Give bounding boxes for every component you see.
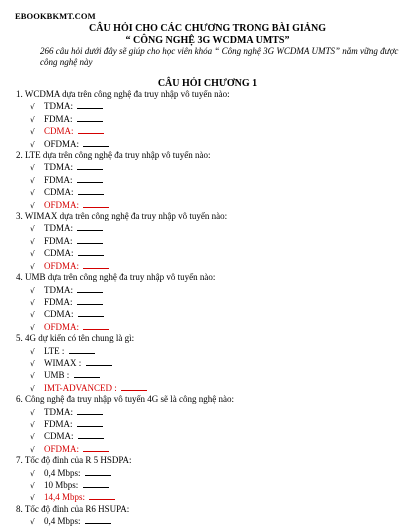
question-list [16, 89, 411, 528]
answer-option-label: OFDMA: [44, 321, 82, 332]
answer-option-label: FDMA: [44, 174, 75, 185]
answer-option [16, 260, 411, 272]
answer-blank [77, 161, 103, 170]
answer-option [16, 418, 411, 430]
answer-option-label: FDMA: [44, 296, 75, 307]
answer-option [16, 479, 411, 491]
answer-option [16, 308, 411, 320]
checkmark-icon: √ [30, 236, 35, 246]
answer-option [16, 247, 411, 259]
answer-option-label: TDMA: [44, 284, 76, 295]
checkmark-icon: √ [30, 444, 35, 454]
answer-option-label: FDMA: [44, 418, 75, 429]
answer-option [16, 491, 411, 503]
answer-blank [78, 430, 104, 439]
checkmark-icon: √ [30, 285, 35, 295]
answer-option-label: 14,4 Mbps: [44, 492, 88, 503]
answer-option-label: 10 Mbps: [44, 480, 81, 490]
question-5: 5. 4G dự kiến có tên chung là gì: [16, 333, 135, 344]
answer-option-label: FDMA: [44, 113, 75, 124]
answer-option-label: CDMA: [44, 126, 76, 137]
site-watermark: EBOOKBKMT.COM [15, 11, 96, 21]
checkmark-icon: √ [30, 346, 35, 356]
answer-blank [74, 369, 100, 378]
answer-blank [78, 186, 104, 195]
answer-option-label: LTE : [44, 345, 67, 356]
checkmark-icon: √ [30, 188, 35, 198]
answer-blank [78, 125, 104, 134]
question-2: 2. LTE dựa trên công nghệ đa truy nhập vô tuyến nào: [16, 150, 211, 161]
checkmark-icon: √ [30, 297, 35, 307]
answer-blank [77, 296, 103, 305]
checkmark-icon: √ [30, 310, 35, 320]
answer-option-label: UMB : [44, 370, 72, 381]
answer-blank [77, 174, 103, 183]
checkmark-icon: √ [30, 407, 35, 417]
answer-blank [83, 443, 109, 452]
checkmark-icon: √ [30, 517, 35, 527]
answer-blank [77, 406, 103, 415]
question-8: 8. Tốc độ đỉnh của R6 HSUPA: [16, 503, 130, 514]
answer-option [16, 125, 411, 137]
checkmark-icon: √ [30, 481, 35, 490]
answer-option [16, 357, 411, 369]
checkmark-icon: √ [30, 261, 35, 271]
answer-option-label: TDMA: [44, 406, 76, 417]
answer-blank [89, 491, 115, 500]
answer-option-label: OFDMA: [44, 443, 82, 454]
intro-paragraph: 266 câu hỏi dưới đây sẽ giúp cho học viên khóa “ Công nghệ 3G WCDMA UMTS” nắm vững được công nghệ này [40, 46, 399, 67]
answer-option-label: CDMA: [44, 431, 76, 442]
answer-option [16, 443, 411, 455]
chapter-heading: CÂU HỎI CHƯƠNG 1 [157, 78, 258, 89]
answer-option [16, 430, 411, 442]
answer-option-label: TDMA: [44, 162, 76, 173]
checkmark-icon: √ [30, 322, 35, 332]
answer-option-label: TDMA: [44, 101, 76, 112]
answer-option [16, 138, 411, 150]
answer-blank [86, 357, 112, 366]
answer-option [16, 174, 411, 186]
checkmark-icon: √ [30, 468, 35, 478]
answer-blank [85, 467, 111, 476]
answer-option [16, 382, 411, 394]
answer-option [16, 100, 411, 112]
answer-blank [77, 113, 103, 122]
question-3: 3. WIMAX dựa trên công nghệ đa truy nhập vô tuyến nào: [16, 211, 228, 222]
answer-option-label: IMT-ADVANCED : [44, 382, 120, 393]
document-title: CÂU HỎI CHO CÁC CHƯƠNG TRONG BÀI GIẢNG [89, 23, 326, 34]
checkmark-icon: √ [30, 163, 35, 173]
answer-option-label: 0,4 Mbps: [44, 516, 83, 527]
checkmark-icon: √ [30, 419, 35, 429]
answer-option-label: CDMA: [44, 187, 76, 198]
question-6: 6. Công nghệ đa truy nhập vô tuyến 4G sẽ là công nghệ nào: [16, 394, 234, 405]
checkmark-icon: √ [30, 200, 35, 210]
checkmark-icon: √ [30, 175, 35, 185]
answer-option [16, 296, 411, 308]
question-4: 4. UMB dựa trên công nghệ đa truy nhập vô tuyến nào: [16, 272, 216, 283]
answer-option-label: 0,4 Mbps: [44, 467, 83, 478]
checkmark-icon: √ [30, 114, 35, 124]
answer-blank [83, 260, 109, 269]
answer-option [16, 284, 411, 296]
question-7: 7. Tốc độ đỉnh của R 5 HSDPA: [16, 455, 132, 466]
answer-option-label: OFDMA: [44, 138, 82, 149]
answer-option [16, 321, 411, 333]
answer-option [16, 235, 411, 247]
answer-blank [77, 235, 103, 244]
checkmark-icon: √ [30, 127, 35, 137]
checkmark-icon: √ [30, 371, 35, 381]
answer-option [16, 186, 411, 198]
answer-option [16, 113, 411, 125]
answer-blank [77, 222, 103, 231]
answer-option-label: OFDMA: [44, 260, 82, 271]
checkmark-icon: √ [30, 224, 35, 234]
checkmark-icon: √ [30, 102, 35, 112]
answer-blank [78, 247, 104, 256]
answer-blank [77, 418, 103, 427]
answer-option [16, 199, 411, 211]
answer-blank [77, 284, 103, 293]
answer-option-label: WIMAX : [44, 357, 84, 368]
answer-option [16, 515, 411, 527]
checkmark-icon: √ [30, 432, 35, 442]
checkmark-icon: √ [30, 383, 35, 393]
answer-option-label: CDMA: [44, 248, 76, 259]
question-1: 1. WCDMA dựa trên công nghệ đa truy nhập vô tuyến nào: [16, 89, 230, 99]
answer-blank [85, 515, 111, 524]
answer-blank [78, 308, 104, 317]
answer-option-label: CDMA: [44, 309, 76, 320]
answer-option [16, 369, 411, 381]
answer-option-label: TDMA: [44, 223, 76, 234]
answer-option [16, 161, 411, 173]
checkmark-icon: √ [30, 493, 35, 503]
answer-blank [83, 479, 109, 488]
answer-option [16, 345, 411, 357]
answer-option [16, 406, 411, 418]
checkmark-icon: √ [30, 139, 35, 149]
answer-blank [121, 382, 147, 391]
answer-blank [83, 321, 109, 330]
answer-blank [69, 345, 95, 354]
answer-blank [83, 199, 109, 208]
answer-blank [83, 138, 109, 147]
checkmark-icon: √ [30, 358, 35, 368]
checkmark-icon: √ [30, 249, 35, 259]
answer-option-label: OFDMA: [44, 199, 82, 210]
document-subtitle: “ CÔNG NGHỆ 3G WCDMA UMTS” [125, 35, 290, 46]
answer-option [16, 222, 411, 234]
answer-option [16, 467, 411, 479]
answer-blank [77, 100, 103, 109]
answer-option-label: FDMA: [44, 235, 75, 246]
